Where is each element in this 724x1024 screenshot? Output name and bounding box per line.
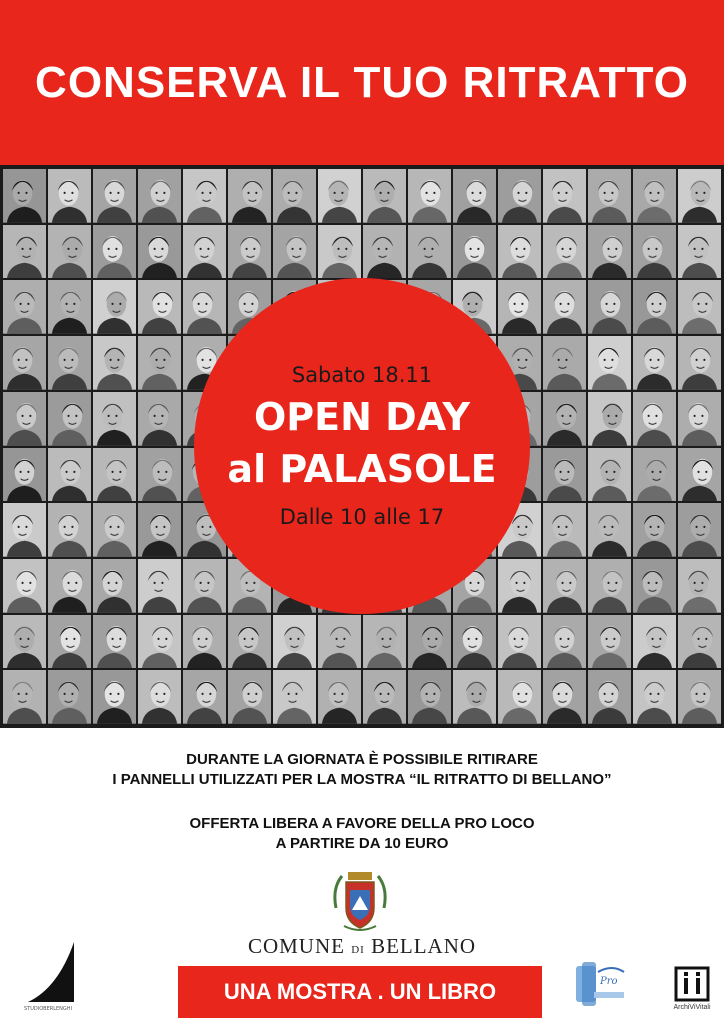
portrait-tile [93,448,136,502]
portrait-tile [48,392,91,446]
portrait-tile [138,670,181,724]
portrait-tile [588,615,631,669]
event-title-line1: OPEN DAY [254,395,470,439]
portrait-tile [48,336,91,390]
portrait-tile [363,670,406,724]
comune-di-word: DI [351,944,365,956]
portrait-tile [138,336,181,390]
portrait-tile [318,169,361,223]
portrait-tile [588,280,631,334]
portrait-tile [543,336,586,390]
portrait-tile [138,559,181,613]
portrait-tile [48,225,91,279]
portrait-tile [588,336,631,390]
portrait-tile [678,280,721,334]
portrait-tile [453,225,496,279]
info-line-3: OFFERTA LIBERA A FAVORE DELLA PRO LOCO [189,815,535,832]
open-day-circle [194,278,530,614]
portrait-tile [48,448,91,502]
portrait-tile [633,225,676,279]
portrait-tile [453,169,496,223]
portrait-tile [543,169,586,223]
portrait-tile [408,225,451,279]
portrait-tile [93,670,136,724]
portrait-tile [3,225,46,279]
portrait-tile [498,559,541,613]
portrait-tile [273,169,316,223]
info-line-4: A PARTIRE DA 10 EURO [275,835,449,852]
portrait-tile [408,670,451,724]
portrait-tile [543,503,586,557]
portrait-tile [183,670,226,724]
portrait-tile [138,169,181,223]
portrait-tile [48,670,91,724]
portrait-tile [543,392,586,446]
portrait-tile [3,615,46,669]
portrait-tile [363,169,406,223]
portrait-tile [93,336,136,390]
portrait-tile [183,169,226,223]
portrait-tile [138,392,181,446]
portrait-tile [228,615,271,669]
portrait-tile [678,670,721,724]
portrait-tile [228,169,271,223]
portrait-tile [498,225,541,279]
bottom-banner [178,966,542,1018]
portrait-tile [3,392,46,446]
portrait-tile [588,559,631,613]
portrait-tile [633,615,676,669]
portrait-tile [588,392,631,446]
portrait-tile [498,169,541,223]
portrait-tile [408,615,451,669]
portrait-tile [48,169,91,223]
pro-loco-logo-icon [572,958,630,1010]
portrait-tile [3,503,46,557]
portrait-tile [273,615,316,669]
portrait-tile [543,280,586,334]
sail-caption: STUDIOBERLENGHI [24,1006,73,1012]
portrait-tile [363,225,406,279]
sail-logo-icon [24,940,78,1006]
portrait-tile [633,392,676,446]
portrait-tile [498,280,541,334]
portrait-tile [318,225,361,279]
info-line-2: I PANNELLI UTILIZZATI PER LA MOSTRA “IL RITRATTO DI BELLANO” [112,771,612,788]
portrait-tile [633,503,676,557]
portrait-tile [678,392,721,446]
portrait-tile [678,336,721,390]
portrait-tile [228,670,271,724]
portrait-tile [678,225,721,279]
portrait-tile [498,615,541,669]
portrait-tile [588,503,631,557]
event-date: Sabato 18.11 [291,363,433,387]
comune-di-bellano [0,934,724,959]
info-line-1: DURANTE LA GIORNATA È POSSIBILE RITIRARE [186,751,538,768]
portrait-tile [183,559,226,613]
portrait-tile [228,225,271,279]
portrait-tile [93,225,136,279]
portrait-tile [678,448,721,502]
portrait-tile [48,280,91,334]
portrait-tile [318,615,361,669]
portrait-tile [678,169,721,223]
comune-crest-icon [330,868,390,934]
portrait-tile [48,503,91,557]
portrait-tile [138,615,181,669]
portrait-tile [543,615,586,669]
portrait-tile [93,169,136,223]
portrait-tile [633,169,676,223]
portrait-tile [93,280,136,334]
portrait-tile [543,559,586,613]
portrait-tile [543,448,586,502]
portrait-tile [183,280,226,334]
portrait-tile [633,559,676,613]
portrait-tile [48,559,91,613]
portrait-tile [453,615,496,669]
portrait-tile [633,336,676,390]
portrait-tile [678,615,721,669]
poster-title: CONSERVA IL TUO RITRATTO [35,57,689,107]
portrait-tile [588,448,631,502]
portrait-tile [633,448,676,502]
portrait-tile [3,280,46,334]
portrait-tile [3,559,46,613]
portrait-tile [678,559,721,613]
portrait-tile [363,615,406,669]
comune-word: COMUNE [247,934,345,958]
portrait-tile [633,280,676,334]
portrait-tile [3,448,46,502]
portrait-tile [138,503,181,557]
portrait-tile [138,280,181,334]
portrait-tile [3,169,46,223]
portrait-tile [408,169,451,223]
portrait-tile [183,225,226,279]
svg-text:Pro: Pro [600,976,618,987]
event-hours: Dalle 10 alle 17 [279,505,445,529]
portrait-tile [273,670,316,724]
comune-bellano-word: BELLANO [371,934,477,958]
portrait-tile [273,225,316,279]
portrait-tile [543,670,586,724]
portrait-tile [93,503,136,557]
portrait-tile [588,225,631,279]
portrait-tile [48,615,91,669]
portrait-tile [138,448,181,502]
portrait-tile [183,615,226,669]
portrait-tile [318,670,361,724]
portrait-tile [93,559,136,613]
event-title-line2: al PALASOLE [227,447,497,491]
portrait-tile [633,670,676,724]
portrait-tile [93,615,136,669]
top-banner [0,0,724,165]
bottom-banner-text: UNA MOSTRA . UN LIBRO [223,979,497,1004]
portrait-tile [678,503,721,557]
portrait-tile [543,225,586,279]
portrait-tile [588,670,631,724]
portrait-tile [93,392,136,446]
portrait-tile [3,670,46,724]
archivi-vitali-caption: ArchiViVitali [673,1004,711,1011]
portrait-tile [453,670,496,724]
portrait-tile [138,225,181,279]
portrait-tile [3,336,46,390]
portrait-tile [498,670,541,724]
portrait-tile [588,169,631,223]
